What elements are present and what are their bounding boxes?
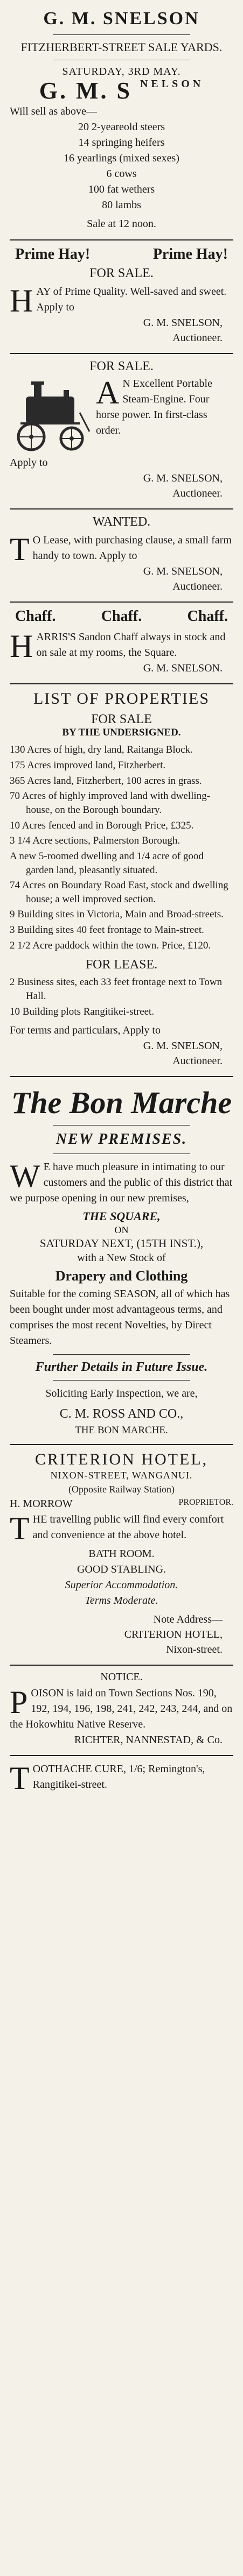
divider [53, 1153, 190, 1154]
properties-by: BY THE UNDERSIGNED. [62, 727, 181, 739]
toothache-body [10, 1760, 233, 1796]
prime-hay-heading [10, 246, 233, 263]
sig-title: Auctioneer. [172, 332, 223, 344]
terms-moderate: Terms Moderate. [85, 1594, 158, 1607]
good-stabling: GOOD STABLING. [77, 1563, 166, 1575]
chaff-body [10, 628, 233, 664]
list-item: A new 5-roomed dwelling and 1/4 acre of good garden land, pleasantly situated. [10, 850, 204, 876]
lot-line: 100 fat wethers [88, 183, 155, 196]
list-item: 70 Acres of highly improved land with dwelling-house, on the Borough boundary. [10, 790, 211, 816]
sig-title: Auctioneer. [172, 487, 223, 500]
for-sale-subhead: FOR SALE. [89, 266, 154, 281]
sig-name: G. M. SNELSON, [143, 565, 223, 578]
big-name-main: G. M. S [39, 77, 132, 104]
opening-date: SATURDAY NEXT, (15TH INST.), [39, 1237, 204, 1250]
with-stock: with a New Stock of [77, 1252, 166, 1264]
sale-lots [10, 119, 233, 213]
apply-to: Apply to [10, 457, 48, 469]
list-item: 9 Building sites in Victoria, Main and Broad-streets. [10, 909, 224, 921]
properties-subhead: FOR SALE [91, 712, 152, 727]
chaff-ad [10, 603, 233, 684]
bon-marche-place: THE BON MARCHE. [75, 1425, 168, 1436]
toothache-text: OOTHACHE CURE, 1/6; Remington's, Rangitikei-street. [32, 1763, 205, 1791]
snelson-sale-ad [10, 3, 233, 240]
engine-sale-ad [10, 354, 233, 509]
lot-line: 16 yearlings (mixed sexes) [64, 152, 179, 165]
wanted-text: O Lease, with purchasing clause, a small farm handy to town. Apply to [32, 534, 232, 562]
sig-name: G. M. SNELSON, [143, 472, 223, 485]
chaff-word: Chaff. [187, 608, 228, 625]
list-item: 2 Business sites, each 33 feet frontage next to Town Hall. [10, 976, 223, 1002]
stock-body: Suitable for the coming SEASON, all of which has been bought under most advantageous terms, and comprises the most recent Novelties, by Direct Steamers. [10, 1288, 230, 1347]
divider [53, 34, 190, 35]
hotel-address: NIXON-STREET, WANGANUI. [50, 1470, 193, 1481]
chaff-text: ARRIS'S Sandon Chaff always in stock and on sale at my rooms, the Square. [36, 631, 226, 659]
sig-title: Auctioneer. [172, 581, 223, 593]
prime-hay-text: AY of Prime Quality. Well-saved and sweet. Apply to [36, 286, 227, 314]
sig-name: G. M. SNELSON, [143, 317, 223, 329]
bon-marche-ad [10, 1077, 233, 1445]
steam-engine-illustration [10, 380, 91, 453]
dropcap: P [10, 1684, 28, 1720]
for-sale-subhead: FOR SALE. [89, 359, 154, 374]
properties-closing: For terms and particulars, Apply to [10, 1024, 161, 1037]
criterion-hotel-ad [10, 1445, 233, 1665]
superior-accommodation: Superior Accommodation. [65, 1579, 178, 1591]
toothache-ad [10, 1756, 233, 1800]
chaff-heading [10, 608, 233, 625]
proprietor-title: PROPRIETOR. [178, 1497, 233, 1507]
engine-text: N Excellent Portable Steam-Engine. Four horse power. In first-class order. [96, 378, 212, 437]
bon-marche-title: The Bon Marche [11, 1085, 232, 1121]
list-item: 10 Acres fenced and in Borough Price, £325. [10, 819, 194, 831]
criterion-title: CRITERION HOTEL, [34, 1450, 209, 1469]
bon-marche-body [10, 1159, 233, 1206]
lot-line: 6 cows [106, 168, 137, 180]
lease-list [10, 975, 233, 1018]
list-item: 3 1/4 Acre sections, Palmerston Borough. [10, 835, 180, 847]
sale-venue: FITZHERBERT-STREET SALE YARDS. [20, 40, 223, 54]
list-item: 3 Building sites 40 feet frontage to Main-street. [10, 924, 204, 936]
lot-line: 20 2-yeareold steers [78, 121, 165, 133]
address-line: CRITERION HOTEL, [124, 1628, 223, 1640]
notice-text: OISON is laid on Town Sections Nos. 190, 192, 194, 196, 198, 241, 242, 243, 244, and on the Hokowhitu Native Reserve. [10, 1687, 233, 1730]
lot-line: 14 springing heifers [78, 137, 165, 149]
list-item: 130 Acres of high, dry land, Raitanga Block. [10, 744, 193, 756]
chaff-word: Chaff. [15, 608, 56, 625]
dropcap: W [10, 1158, 40, 1194]
dropcap: A [96, 375, 120, 411]
poison-notice-ad [10, 1666, 233, 1756]
list-item: 10 Building plots Rangitikei-street. [10, 1006, 155, 1017]
properties-title: LIST OF PROPERTIES [33, 690, 210, 708]
list-item: 175 Acres improved land, Fitzherbert. [10, 760, 166, 772]
sig-title: Auctioneer. [172, 1055, 223, 1067]
dropcap: T [10, 1760, 30, 1796]
further-details: Further Details in Future Issue. [35, 1360, 208, 1375]
hotel-proprietor [10, 1496, 233, 1512]
divider [53, 1380, 190, 1381]
dropcap: H [10, 283, 33, 319]
dropcap: H [10, 628, 33, 664]
wanted-body [10, 532, 233, 568]
list-item: 74 Acres on Boundary Road East, stock and dwelling house; a well improved section. [10, 880, 228, 905]
prime-hay-left: Prime Hay! [15, 246, 91, 263]
snelson-big-name [10, 78, 233, 104]
properties-ad [10, 684, 233, 1077]
hotel-opposite: (Opposite Railway Station) [68, 1483, 175, 1495]
snelson-header: G. M. SNELSON [43, 9, 200, 29]
sig-name: G. M. SNELSON, [143, 1040, 223, 1052]
new-premises-heading: NEW PREMISES. [55, 1131, 188, 1148]
hotel-text: HE travelling public will find every comfort and convenience at the above hotel. [32, 1513, 224, 1541]
hotel-body [10, 1510, 233, 1546]
note-address: Note Address— [153, 1613, 223, 1625]
dropcap: T [10, 1510, 30, 1546]
prime-hay-body [10, 283, 233, 319]
notice-body [10, 1686, 233, 1732]
on-label: ON [114, 1225, 129, 1236]
soliciting: Soliciting Early Inspection, we are, [45, 1388, 198, 1400]
big-name-rest: NELSON [140, 78, 204, 90]
address-line: Nixon-street. [166, 1643, 223, 1655]
prime-hay-ad [10, 240, 233, 354]
notice-heading: NOTICE. [100, 1671, 143, 1683]
prime-hay-right: Prime Hay! [152, 246, 228, 263]
bath-room: BATH ROOM. [88, 1547, 155, 1560]
chaff-word: Chaff. [101, 608, 142, 625]
the-square: THE SQUARE, [82, 1209, 161, 1223]
sale-date: SATURDAY, 3RD MAY. [62, 66, 181, 77]
divider [53, 1354, 190, 1355]
bon-marche-text: E have much pleasure in intimating to our customers and the public of this district that we purpose opening in our new premises, [10, 1161, 233, 1205]
lot-line: 80 lambs [102, 199, 141, 211]
list-item: 365 Acres land, Fitzherbert, 100 acres in grass. [10, 775, 202, 787]
bon-marche-signature: C. M. ROSS AND CO., [59, 1407, 184, 1421]
list-item: 2 1/2 Acre paddock within the town. Price, £120. [10, 939, 211, 951]
sale-time: Sale at 12 noon. [87, 218, 156, 230]
sig-name: G. M. SNELSON. [143, 662, 223, 675]
property-list [10, 743, 233, 952]
wanted-ad [10, 509, 233, 603]
lease-subhead: FOR LEASE. [85, 958, 158, 972]
divider [53, 1125, 190, 1126]
notice-signature: RICHTER, NANNESTAD, & Co. [74, 1733, 223, 1746]
wanted-subhead: WANTED. [92, 515, 151, 529]
stock-heading: Drapery and Clothing [55, 1268, 188, 1284]
proprietor-name: H. MORROW [10, 1497, 73, 1510]
dropcap: T [10, 532, 30, 568]
sale-intro: Will sell as above— [10, 105, 97, 118]
